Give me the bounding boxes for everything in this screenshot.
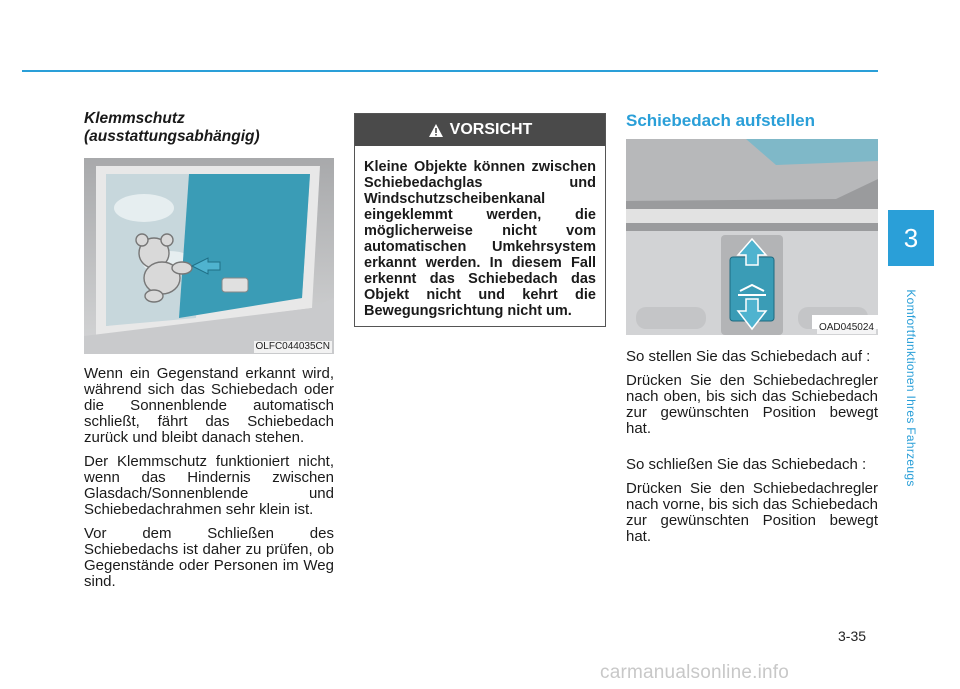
instruction-open: Drücken Sie den Schiebedachregler nach oben, bis sich das Schiebedach zur gewünschten Position bewegt hat. (626, 372, 878, 437)
caution-body (355, 146, 605, 319)
caution-title: VORSICHT (449, 121, 533, 138)
right-column (626, 111, 878, 553)
left-column (84, 110, 334, 598)
pinch-protection-figure (84, 158, 334, 354)
paragraph: Wenn ein Gegenstand erkannt wird, während sich das Schiebedach oder die Sonnenblende automatisch schließt, fährt das Schiebedach zurück und bleibt danach stehen. (84, 365, 334, 446)
figure-code: OLFC044035CN (255, 341, 330, 352)
figure-code: OAD045024 (818, 322, 874, 333)
warning-triangle-icon (428, 123, 444, 138)
header-rule (22, 70, 878, 72)
instruction-intro-open: So stellen Sie das Schiebedach auf : (626, 348, 871, 365)
caution-text: Kleine Objekte können zwischen Schiebedachglas und Windschutzscheibenkanal eingeklemmt werden, die möglicherweise nicht vom automatischen Umkehrsystem erkannt werden. In diesem Fall erkennt das Schiebedach das Objekt nicht und kehrt die Bewegungsrichtung nicht um. (364, 159, 596, 319)
page-number: 3-35 (838, 628, 867, 644)
chapter-title: Komfortfunktionen Ihres Fahrzeugs (904, 289, 918, 487)
sunroof-switch-figure (626, 139, 878, 335)
caution-box (354, 113, 606, 327)
instruction-intro-close: So schließen Sie das Schiebedach : (626, 456, 867, 473)
paragraph: Der Klemmschutz funktioniert nicht, wenn das Hindernis zwischen Glasdach/Sonnenblende und Schiebedachrahmen sehr klein ist. (84, 453, 334, 518)
instruction-close: Drücken Sie den Schiebedachregler nach vorne, bis sich das Schiebedach zur gewünschten Position bewegt hat. (626, 480, 878, 545)
chapter-tab: 3 (888, 210, 934, 266)
sunroof-illustration (84, 158, 334, 354)
caution-header (355, 114, 605, 146)
watermark: carmanualsonline.info (600, 662, 790, 683)
overhead-console-illustration (626, 139, 878, 335)
section-heading-tilt-sunroof: Schiebedach aufstellen (626, 111, 815, 130)
paragraph: Vor dem Schließen des Schiebedachs ist daher zu prüfen, ob Gegenstände oder Personen im Weg sind. (84, 525, 334, 590)
section-heading-pinch-protection: Klemmschutz (ausstattungsabhängig) (84, 110, 260, 145)
